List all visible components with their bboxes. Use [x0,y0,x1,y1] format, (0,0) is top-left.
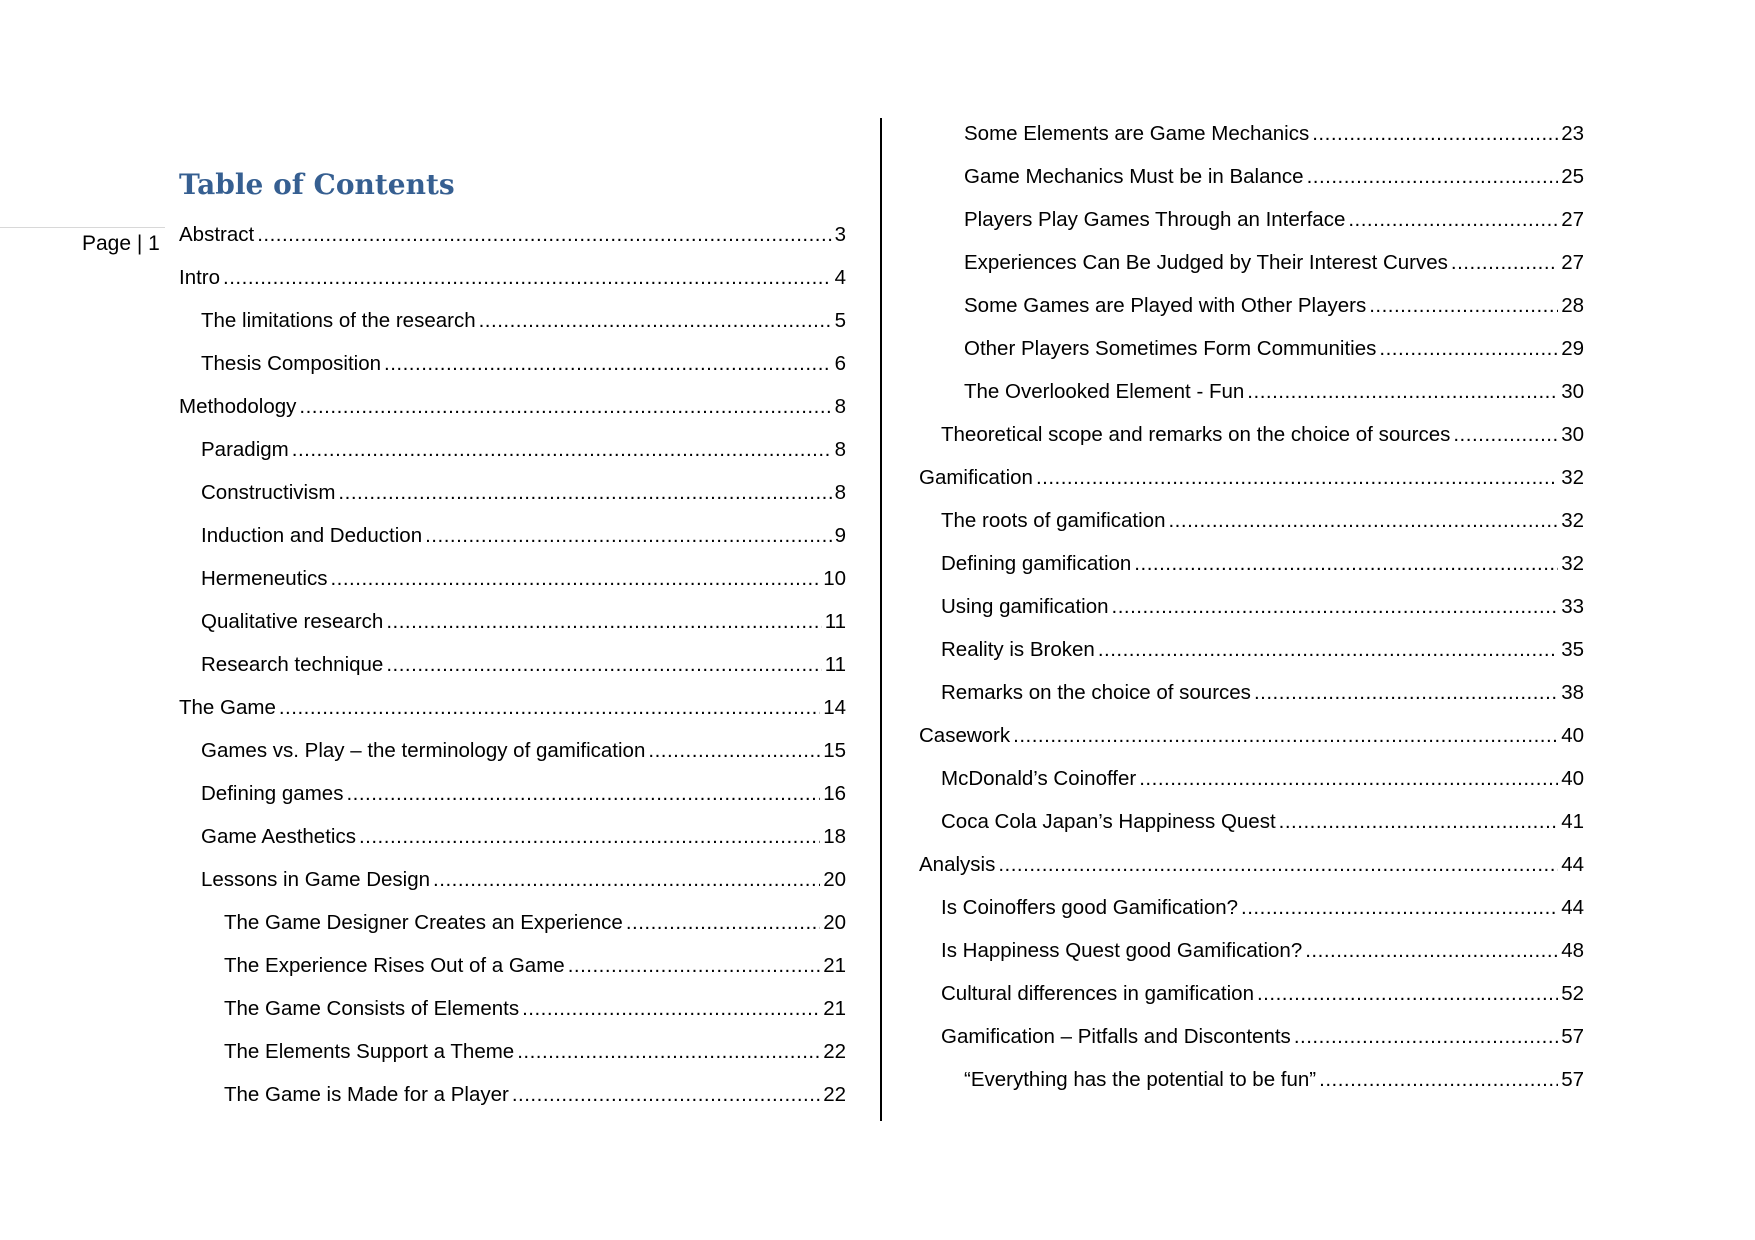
toc-dot-leader [1305,939,1558,963]
toc-entry-page: 11 [824,609,846,633]
toc-entry-title: Induction and Deduction [201,523,423,547]
toc-entry-title: Cultural differences in gamification [941,981,1254,1005]
toc-entry-title: Experiences Can Be Judged by Their Interest Curves [964,250,1448,274]
toc-dot-leader [299,395,831,419]
toc-entry[interactable] [919,1058,1584,1101]
toc-entry-page: 48 [1561,938,1584,962]
toc-entry[interactable] [919,542,1584,585]
page-number: Page | 1 [82,232,160,255]
toc-title: Table of Contents [179,168,455,201]
toc-entry[interactable] [919,972,1584,1015]
toc-entry-page: 33 [1561,594,1584,618]
toc-entry-page: 32 [1561,551,1584,575]
toc-entry-page: 30 [1561,422,1584,446]
toc-entry-title: The roots of gamification [941,508,1166,532]
toc-entry[interactable] [179,385,846,428]
toc-dot-leader [1451,251,1558,275]
toc-dot-leader [386,610,821,634]
toc-entry-page: 20 [823,910,846,934]
toc-entry-title: Is Coinoffers good Gamification? [941,895,1239,919]
toc-entry[interactable] [919,413,1584,456]
toc-entry-title: Games vs. Play – the terminology of gamification [201,738,646,762]
toc-dot-leader [1247,380,1558,404]
toc-dot-leader [425,524,831,548]
toc-entry-page: 32 [1561,465,1584,489]
toc-dot-leader [346,782,820,806]
toc-entry-page: 27 [1561,207,1584,231]
toc-dot-leader [1013,724,1558,748]
toc-entry-title: Lessons in Game Design [201,867,431,891]
toc-dot-leader [1098,638,1558,662]
toc-entry-title: The Game Consists of Elements [224,996,520,1020]
toc-dot-leader [257,223,831,247]
toc-dot-leader [568,954,821,978]
toc-dot-leader [1241,896,1558,920]
toc-entry-page: 38 [1561,680,1584,704]
toc-entry[interactable] [179,643,846,686]
toc-dot-leader [1312,122,1558,146]
toc-entry-title: Intro [179,265,221,289]
toc-entry[interactable] [919,284,1584,327]
toc-dot-leader [1348,208,1558,232]
toc-dot-leader [359,825,820,849]
toc-entry[interactable] [179,987,846,1030]
toc-dot-leader [479,309,832,333]
toc-entry[interactable] [179,428,846,471]
toc-entry-page: 8 [834,480,846,504]
toc-dot-leader [517,1040,820,1064]
toc-entry-title: Other Players Sometimes Form Communities [964,336,1377,360]
toc-entry[interactable] [179,901,846,944]
toc-entry-title: Is Happiness Quest good Gamification? [941,938,1303,962]
toc-dot-leader [1112,595,1559,619]
toc-entry-page: 40 [1561,723,1584,747]
toc-entry[interactable] [919,241,1584,284]
toc-entry[interactable] [179,471,846,514]
toc-dot-leader [512,1083,820,1107]
toc-entry-title: The Overlooked Element - Fun [964,379,1245,403]
toc-dot-leader [626,911,820,935]
toc-entry-title: Gamification [919,465,1033,489]
toc-dot-leader [1294,1025,1558,1049]
toc-entry-page: 16 [823,781,846,805]
toc-entry-page: 15 [823,738,846,762]
toc-entry-page: 22 [823,1082,846,1106]
toc-entry-page: 35 [1561,637,1584,661]
toc-entry-page: 52 [1561,981,1584,1005]
toc-dot-leader [1036,466,1558,490]
toc-dot-leader [648,739,820,763]
toc-entry-page: 6 [834,351,846,375]
toc-entry-title: Defining games [201,781,344,805]
toc-entry[interactable] [179,729,846,772]
toc-entry-title: The Game is Made for a Player [224,1082,509,1106]
toc-dot-leader [1319,1068,1558,1092]
toc-entry[interactable] [179,1030,846,1073]
toc-entry-title: McDonald’s Coinoffer [941,766,1137,790]
toc-entry[interactable] [179,213,846,256]
toc-dot-leader [1379,337,1558,361]
toc-entry-title: The Elements Support a Theme [224,1039,515,1063]
toc-entry[interactable] [919,671,1584,714]
toc-entry-page: 11 [824,652,846,676]
toc-entry-title: “Everything has the potential to be fun” [964,1067,1317,1091]
toc-entry-title: Reality is Broken [941,637,1095,661]
toc-dot-leader [1369,294,1558,318]
toc-entry-page: 21 [823,996,846,1020]
toc-entry-title: Players Play Games Through an Interface [964,207,1346,231]
toc-entry-title: Defining gamification [941,551,1132,575]
toc-dot-leader [1134,552,1558,576]
toc-dot-leader [1279,810,1559,834]
toc-entry-title: Qualitative research [201,609,384,633]
toc-entry-page: 23 [1561,121,1584,145]
toc-entry-page: 4 [834,265,846,289]
toc-entry-page: 10 [823,566,846,590]
toc-entry-page: 8 [834,394,846,418]
toc-entry[interactable] [919,800,1584,843]
toc-dot-leader [292,438,832,462]
toc-dot-leader [1254,681,1558,705]
toc-entry-page: 25 [1561,164,1584,188]
toc-entry[interactable] [179,342,846,385]
toc-dot-leader [1307,165,1559,189]
toc-column-left [179,213,846,1116]
toc-dot-leader [1168,509,1558,533]
toc-entry[interactable] [179,686,846,729]
toc-entry-page: 44 [1561,852,1584,876]
toc-entry[interactable] [919,499,1584,542]
toc-entry[interactable] [179,600,846,643]
toc-entry-title: Abstract [179,222,255,246]
toc-entry-title: Using gamification [941,594,1109,618]
toc-entry[interactable] [919,843,1584,886]
toc-entry[interactable] [919,714,1584,757]
toc-entry[interactable] [919,370,1584,413]
toc-entry-page: 28 [1561,293,1584,317]
column-divider [880,118,882,1121]
toc-entry[interactable] [919,456,1584,499]
toc-entry-page: 5 [834,308,846,332]
toc-entry-page: 41 [1561,809,1584,833]
toc-entry-page: 22 [823,1039,846,1063]
toc-entry[interactable] [919,112,1584,155]
toc-entry-title: Gamification – Pitfalls and Discontents [941,1024,1291,1048]
toc-dot-leader [384,352,832,376]
toc-entry-title: Casework [919,723,1011,747]
toc-entry-title: Game Mechanics Must be in Balance [964,164,1304,188]
toc-entry-page: 9 [834,523,846,547]
toc-entry-page: 18 [823,824,846,848]
toc-entry-page: 57 [1561,1067,1584,1091]
toc-entry-page: 3 [834,222,846,246]
toc-column-right [919,112,1584,1101]
toc-entry[interactable] [179,256,846,299]
toc-entry-title: The limitations of the research [201,308,476,332]
toc-entry-page: 32 [1561,508,1584,532]
toc-entry-page: 8 [834,437,846,461]
toc-dot-leader [433,868,820,892]
toc-dot-leader [330,567,820,591]
toc-entry[interactable] [179,1073,846,1116]
toc-dot-leader [1139,767,1558,791]
toc-dot-leader [223,266,832,290]
toc-entry-title: Some Games are Played with Other Players [964,293,1367,317]
toc-entry-title: Theoretical scope and remarks on the choice of sources [941,422,1451,446]
toc-dot-leader [522,997,820,1021]
toc-entry-title: Paradigm [201,437,289,461]
toc-entry-page: 40 [1561,766,1584,790]
toc-dot-leader [386,653,821,677]
toc-entry[interactable] [919,155,1584,198]
toc-entry[interactable] [919,327,1584,370]
toc-dot-leader [338,481,831,505]
toc-entry[interactable] [919,886,1584,929]
toc-entry[interactable] [179,815,846,858]
toc-entry-page: 14 [823,695,846,719]
toc-entry-title: The Experience Rises Out of a Game [224,953,565,977]
toc-entry-title: Constructivism [201,480,336,504]
toc-entry-page: 29 [1561,336,1584,360]
toc-entry-title: Methodology [179,394,297,418]
toc-entry[interactable] [919,585,1584,628]
toc-entry[interactable] [919,929,1584,972]
toc-entry-title: Research technique [201,652,384,676]
toc-entry-title: Some Elements are Game Mechanics [964,121,1310,145]
toc-entry-title: Hermeneutics [201,566,328,590]
toc-entry[interactable] [179,858,846,901]
header-rule [0,227,165,228]
toc-entry[interactable] [919,757,1584,800]
toc-entry[interactable] [919,198,1584,241]
toc-entry-page: 21 [823,953,846,977]
toc-entry[interactable] [179,299,846,342]
toc-entry-title: Remarks on the choice of sources [941,680,1251,704]
toc-entry-title: Thesis Composition [201,351,382,375]
toc-entry[interactable] [179,514,846,557]
toc-dot-leader [998,853,1558,877]
toc-entry-title: The Game [179,695,276,719]
toc-entry[interactable] [179,944,846,987]
toc-entry-page: 57 [1561,1024,1584,1048]
toc-entry-page: 20 [823,867,846,891]
toc-entry-page: 44 [1561,895,1584,919]
toc-entry[interactable] [919,628,1584,671]
toc-entry-title: Game Aesthetics [201,824,356,848]
toc-entry[interactable] [179,772,846,815]
toc-entry-title: Coca Cola Japan’s Happiness Quest [941,809,1276,833]
toc-dot-leader [1257,982,1558,1006]
toc-entry-title: Analysis [919,852,996,876]
toc-entry[interactable] [179,557,846,600]
toc-entry-page: 30 [1561,379,1584,403]
toc-dot-leader [1453,423,1558,447]
toc-entry[interactable] [919,1015,1584,1058]
toc-dot-leader [279,696,820,720]
toc-entry-page: 27 [1561,250,1584,274]
toc-entry-title: The Game Designer Creates an Experience [224,910,623,934]
